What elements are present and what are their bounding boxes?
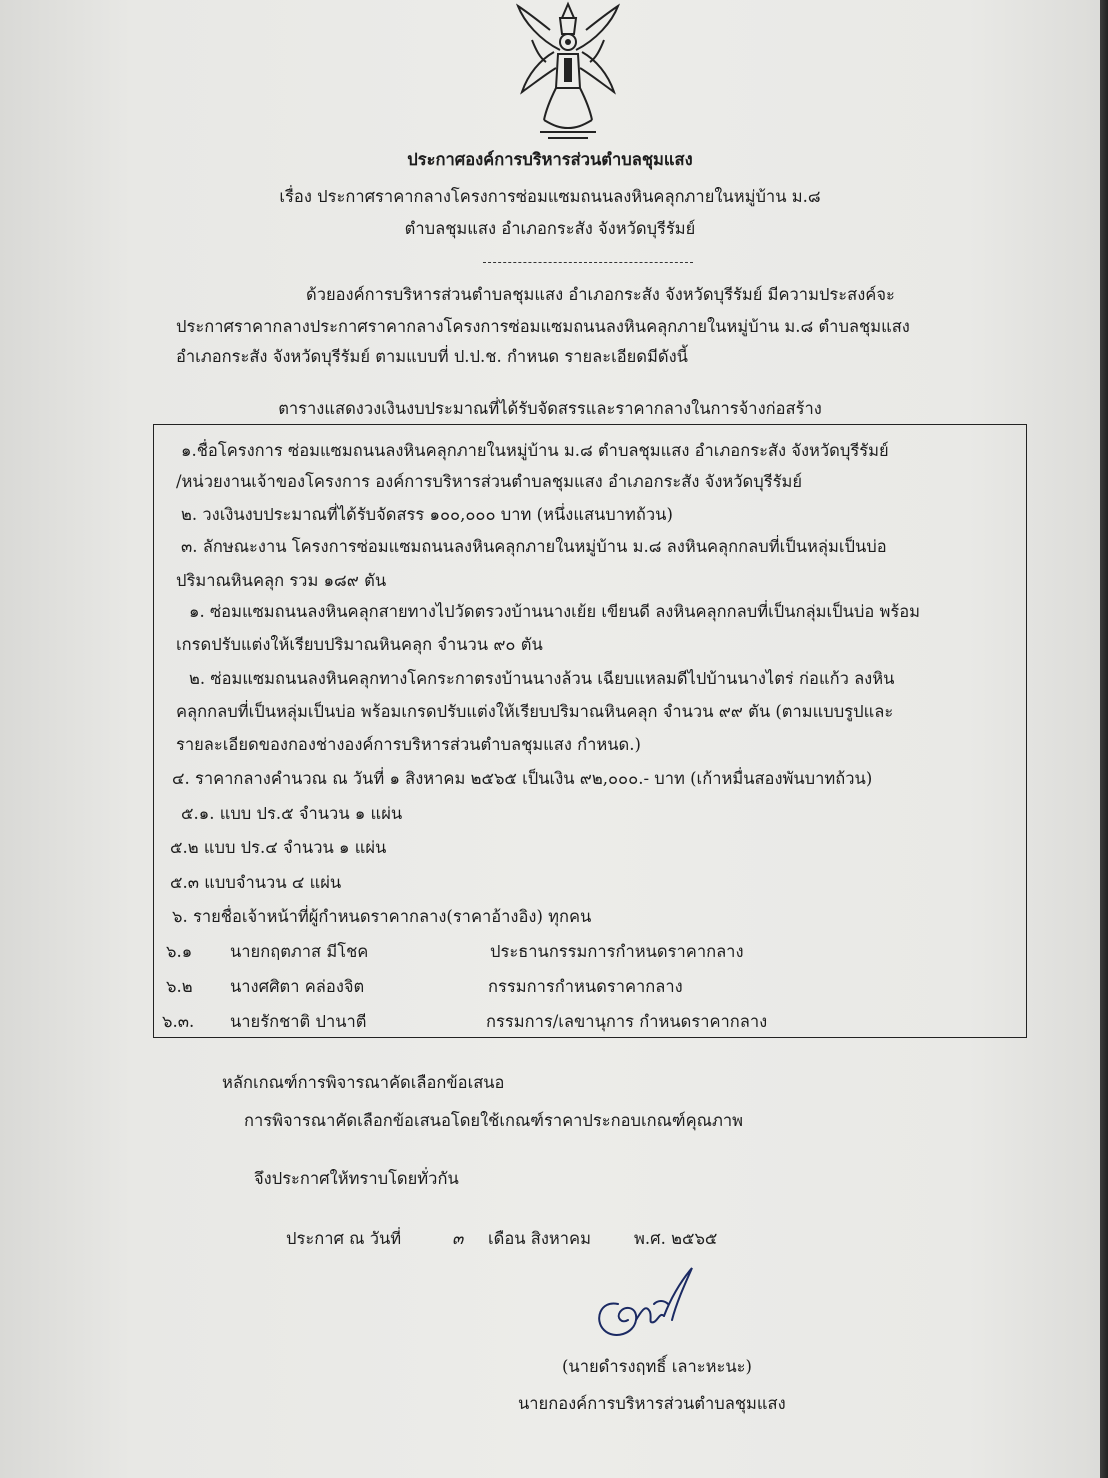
- background-edge: [1100, 0, 1108, 1478]
- table-line-officials-heading: ๖. รายชื่อเจ้าหน้าที่ผู้กำหนดราคากลาง(ราคาอ้างอิง) ทุกคน: [172, 907, 592, 926]
- table-line-quantity: ปริมาณหินคลุก รวม ๑๘๙ ตัน: [176, 571, 387, 590]
- date-year: พ.ศ. ๒๕๖๕: [634, 1229, 718, 1248]
- official-name: นายกฤตภาส มีโชค: [230, 942, 369, 961]
- official-role: กรรมการกำหนดราคากลาง: [488, 977, 683, 996]
- official-name: นางศศิตา คล่องจิต: [230, 977, 365, 996]
- table-line-item-2b: คลุกกลบที่เป็นหลุ่มเป็นบ่อ พร้อมเกรดปรับแต่งให้เรียบปริมาณหินคลุก จำนวน ๙๙ ตัน (ตามแบบรูปและ: [176, 702, 894, 721]
- date-month: เดือน สิงหาคม: [488, 1229, 591, 1248]
- announcement-subject: เรื่อง ประกาศราคากลางโครงการซ่อมแซมถนนลงหินคลุกภายในหมู่บ้าน ม.๘: [279, 187, 821, 206]
- official-number: ๖.๒: [166, 977, 193, 996]
- official-number: ๖.๑: [166, 942, 193, 961]
- table-line-budget: ๒. วงเงินงบประมาณที่ได้รับจัดสรร ๑๐๐,๐๐๐ บาท (หนึ่งแสนบาทถ้วน): [181, 505, 673, 524]
- handwritten-signature-icon: [588, 1264, 698, 1344]
- table-caption: ตารางแสดงวงเงินงบประมาณที่ได้รับจัดสรรและราคากลางในการจ้างก่อสร้าง: [278, 399, 822, 418]
- closing-statement: จึงประกาศให้ทราบโดยทั่วกัน: [254, 1169, 459, 1188]
- official-role: กรรมการ/เลขานุการ กำหนดราคากลาง: [486, 1012, 768, 1031]
- signatory-name: (นายดำรงฤทธิ์ เลาะหะนะ): [562, 1357, 752, 1376]
- table-line-owner: /หน่วยงานเจ้าของโครงการ องค์การบริหารส่วนตำบลชุมแสง อำเภอกระสัง จังหวัดบุรีรัมย์: [176, 472, 802, 491]
- table-line-median-price: ๔. ราคากลางคำนวณ ณ วันที่ ๑ สิงหาคม ๒๕๖๕ เป็นเงิน ๙๒,๐๐๐.- บาท (เก้าหมื่นสองพันบาทถ้วน): [172, 769, 873, 788]
- table-line-form-5-3: ๕.๓ แบบจำนวน ๔ แผ่น: [170, 873, 342, 892]
- garuda-emblem-icon: [510, 0, 626, 142]
- announcement-location: ตำบลชุมแสง อำเภอกระสัง จังหวัดบุรีรัมย์: [404, 219, 696, 238]
- table-line-item-2a: ๒. ซ่อมแซมถนนลงหินคลุกทางโคกระกาตรงบ้านนางล้วน เฉียบแหลมดีไปบ้านนางไตร่ ก่อแก้ว ลงหิน: [189, 669, 895, 688]
- official-number: ๖.๓.: [162, 1012, 195, 1031]
- intro-line-3: อำเภอกระสัง จังหวัดบุรีรัมย์ ตามแบบที่ ป.ป.ช. กำหนด รายละเอียดมีดังนี้: [176, 347, 688, 366]
- date-day: ๓: [452, 1229, 464, 1248]
- official-role: ประธานกรรมการกำหนดราคากลาง: [490, 942, 744, 961]
- table-line-item-2c: รายละเอียดของกองช่างองค์การบริหารส่วนตำบลชุมแสง กำหนด.): [176, 735, 641, 754]
- table-line-form-5-2: ๕.๒ แบบ ปร.๔ จำนวน ๑ แผ่น: [170, 838, 387, 857]
- divider: [483, 262, 693, 263]
- intro-line-1: ด้วยองค์การบริหารส่วนตำบลชุมแสง อำเภอกระสัง จังหวัดบุรีรัมย์ มีความประสงค์จะ: [306, 285, 895, 304]
- criteria-text: การพิจารณาคัดเลือกข้อเสนอโดยใช้เกณฑ์ราคาประกอบเกณฑ์คุณภาพ: [244, 1111, 743, 1130]
- table-line-project-name: ๑.ชื่อโครงการ ซ่อมแซมถนนลงหินคลุกภายในหมู่บ้าน ม.๘ ตำบลชุมแสง อำเภอกระสัง จังหวัดบุรีรัมย์: [181, 441, 889, 460]
- announcement-title: ประกาศองค์การบริหารส่วนตำบลชุมแสง: [407, 150, 693, 169]
- criteria-heading: หลักเกณฑ์การพิจารณาคัดเลือกข้อเสนอ: [222, 1073, 505, 1092]
- table-line-work-type: ๓. ลักษณะงาน โครงการซ่อมแซมถนนลงหินคลุกภายในหมู่บ้าน ม.๘ ลงหินคลุกกลบที่เป็นหลุ่มเป็นบ่อ: [181, 537, 887, 556]
- intro-line-2: ประกาศราคากลางประกาศราคากลางโครงการซ่อมแซมถนนลงหินคลุกภายในหมู่บ้าน ม.๘ ตำบลชุมแสง: [176, 317, 910, 336]
- table-line-item-1b: เกรดปรับแต่งให้เรียบปริมาณหินคลุก จำนวน ๙๐ ตัน: [176, 635, 543, 654]
- table-line-form-5-1: ๕.๑. แบบ ปร.๕ จำนวน ๑ แผ่น: [181, 804, 403, 823]
- date-prefix: ประกาศ ณ วันที่: [286, 1229, 402, 1248]
- table-line-item-1a: ๑. ซ่อมแซมถนนลงหินคลุกสายทางไปวัดตรวงบ้านนางเย้ย เขียนดี ลงหินคลุกกลบที่เป็นกลุ่มเป็นบ่อ พร้อม: [189, 602, 921, 621]
- official-name: นายรักชาติ ปานาตี: [230, 1012, 367, 1031]
- signatory-position: นายกองค์การบริหารส่วนตำบลชุมแสง: [518, 1394, 786, 1413]
